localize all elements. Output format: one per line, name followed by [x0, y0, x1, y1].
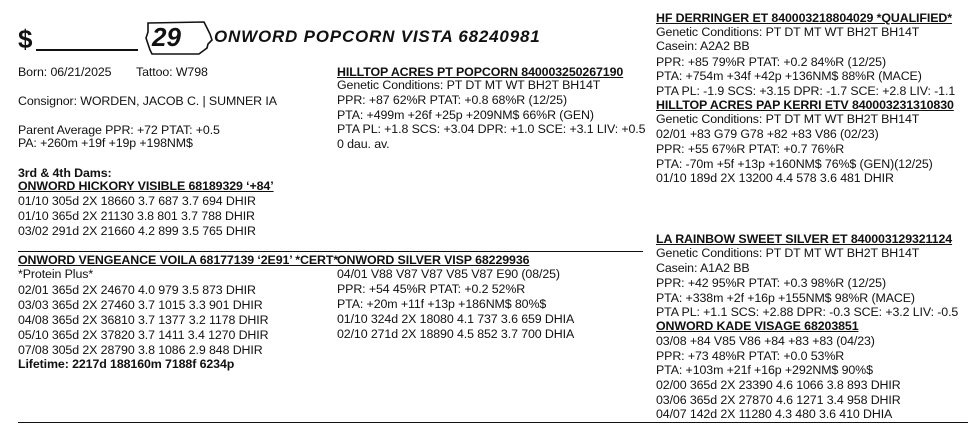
dam-dam-detail: 02/00 365d 2X 23390 4.6 1066 3.8 893 DHIR [656, 378, 901, 392]
price-blank-line [36, 49, 138, 51]
sire-detail: PPR: +87 62%R PTAT: +0.8 68%R (12/25) [337, 93, 568, 107]
dams-record: 01/10 305d 2X 18660 3.7 687 3.7 694 DHIR [18, 194, 256, 208]
dam-record: 05/10 365d 2X 37820 3.7 1411 3.4 1270 DHIR [18, 328, 269, 342]
sire-detail: PTA PL: +1.8 SCS: +3.04 DPR: +1.0 SCE: +3.1 LIV: +0.5 [337, 122, 646, 136]
dam-record: 04/08 365d 2X 36810 3.7 1377 3.2 1178 DHIR [18, 313, 269, 327]
sire-dam-detail: 01/10 189d 2X 13200 4.4 578 3.6 481 DHIR [656, 171, 894, 185]
sire-sire-name: HF DERRINGER ET 840003218804029 *QUALIFIED* [656, 11, 952, 25]
sire-dam-detail: PTA: -70m +5f +13p +160NM$ 76%$ (GEN)(12/25) [656, 157, 933, 171]
dam-sire-detail: PTA PL: +1.1 SCS: +2.88 DPR: -0.3 SCE: +3.2 LIV: -0.5 [656, 305, 959, 319]
dam-sire-detail: Casein: A1A2 BB [656, 261, 750, 275]
sire-sire-detail: PTA: +754m +34f +42p +136NM$ 88%R (MACE) [656, 69, 922, 83]
tattoo: Tattoo: W798 [136, 65, 208, 79]
dam-lifetime: Lifetime: 2217d 188160m 7188f 6234p [18, 357, 235, 371]
parent-average: Parent Average PPR: +72 PTAT: +0.5 [18, 123, 220, 137]
parent-average-pa: PA: +260m +19f +19p +198NM$ [18, 136, 193, 150]
dams-name: ONWORD HICKORY VISIBLE 68189329 ‘+84’ [18, 179, 274, 193]
sire-sire-detail: Casein: A2A2 BB [656, 39, 750, 53]
sire-detail: Genetic Conditions: PT DT MT WT BH2T BH14T [337, 78, 601, 92]
dam-divider [18, 251, 643, 252]
price-dollar-sign: $ [18, 24, 33, 54]
mgs-detail: PPR: +54 45%R PTAT: +0.2 52%R [337, 282, 526, 296]
dam-dam-detail: 04/07 142d 2X 11280 4.3 480 3.6 410 DHIA [656, 407, 893, 421]
dam-dam-detail: PPR: +73 48%R PTAT: +0.0 53%R [656, 349, 845, 363]
sire-dam-detail: 02/01 +83 G79 G78 +82 +83 V86 (02/23) [656, 127, 879, 141]
sire-dam-name: HILLTOP ACRES PAP KERRI ETV 840003231310830 [656, 98, 954, 112]
dam-sire-detail: PTA: +338m +2f +16p +155NM$ 98%R (MACE) [656, 291, 915, 305]
dam-name: ONWORD VENGEANCE VOILA 68177139 ‘2E91’ *CERT* [18, 253, 339, 267]
lot-title: ONWORD POPCORN VISTA 68240981 [214, 27, 541, 46]
dam-record: 07/08 305d 2X 28790 3.8 1086 2.9 848 DHIR [18, 343, 263, 357]
mgs-detail: 02/10 271d 2X 18890 4.5 852 3.7 700 DHIA [337, 327, 575, 341]
mgs-detail: 04/01 V88 V87 V87 V85 V87 E90 (08/25) [337, 267, 560, 281]
dam-dam-detail: 03/08 +84 V85 V86 +84 +83 +83 (04/23) [656, 334, 875, 348]
consignor: Consignor: WORDEN, JACOB C. | SUMNER IA [18, 94, 277, 108]
bottom-rule [18, 422, 968, 423]
dam-sire-name: LA RAINBOW SWEET SILVER ET 840003129321124 [656, 232, 953, 246]
sire-dam-detail: Genetic Conditions: PT DT MT WT BH2T BH14T [656, 112, 920, 126]
sire-detail: PTA: +499m +26f +25p +209NM$ 66%R (GEN) [337, 108, 594, 122]
dams-label: 3rd & 4th Dams: [18, 166, 112, 180]
sire-name: HILLTOP ACRES PT POPCORN 840003250267190 [337, 65, 624, 79]
sire-sire-detail: PPR: +85 79%R PTAT: +0.2 84%R (12/25) [656, 55, 887, 69]
mgs-detail: PTA: +20m +11f +13p +186NM$ 80%$ [337, 297, 547, 311]
dams-record: 01/10 365d 2X 21130 3.8 801 3.7 788 DHIR [18, 209, 255, 223]
dams-record: 03/02 291d 2X 21660 4.2 899 3.5 765 DHIR [18, 224, 256, 238]
dam-record: 03/03 365d 2X 27460 3.7 1015 3.3 901 DHIR [18, 298, 263, 312]
dam-sire-detail: Genetic Conditions: PT DT MT WT BH2T BH14T [656, 246, 920, 260]
dam-dam-detail: PTA: +103m +21f +16p +292NM$ 90%$ [656, 363, 873, 377]
sire-dam-detail: PPR: +55 67%R PTAT: +0.7 76%R [656, 142, 845, 156]
dam-dam-name: ONWORD KADE VISAGE 68203851 [656, 319, 859, 333]
dam-record: 02/01 365d 2X 24670 4.0 979 3.5 873 DHIR [18, 283, 256, 297]
sire-sire-detail: PTA PL: -1.9 SCS: +3.15 DPR: -1.7 SCE: +2.8 LIV: -1.1 [656, 84, 956, 98]
dam-sire-detail: PPR: +42 95%R PTAT: +0.3 98%R (12/25) [656, 276, 887, 290]
dam-note: *Protein Plus* [18, 267, 94, 281]
dam-dam-detail: 03/06 365d 2X 27870 4.6 1271 3.4 958 DHIR [656, 393, 901, 407]
lot-number: 29 [152, 22, 181, 52]
sire-sire-detail: Genetic Conditions: PT DT MT WT BH2T BH14T [656, 25, 920, 39]
mgs-detail: 01/10 324d 2X 18080 4.1 737 3.6 659 DHIA [337, 312, 575, 326]
born-date: Born: 06/21/2025 [18, 65, 112, 79]
sire-detail: 0 dau. av. [337, 137, 390, 151]
mgs-name: ONWORD SILVER VISP 68229936 [337, 253, 530, 267]
